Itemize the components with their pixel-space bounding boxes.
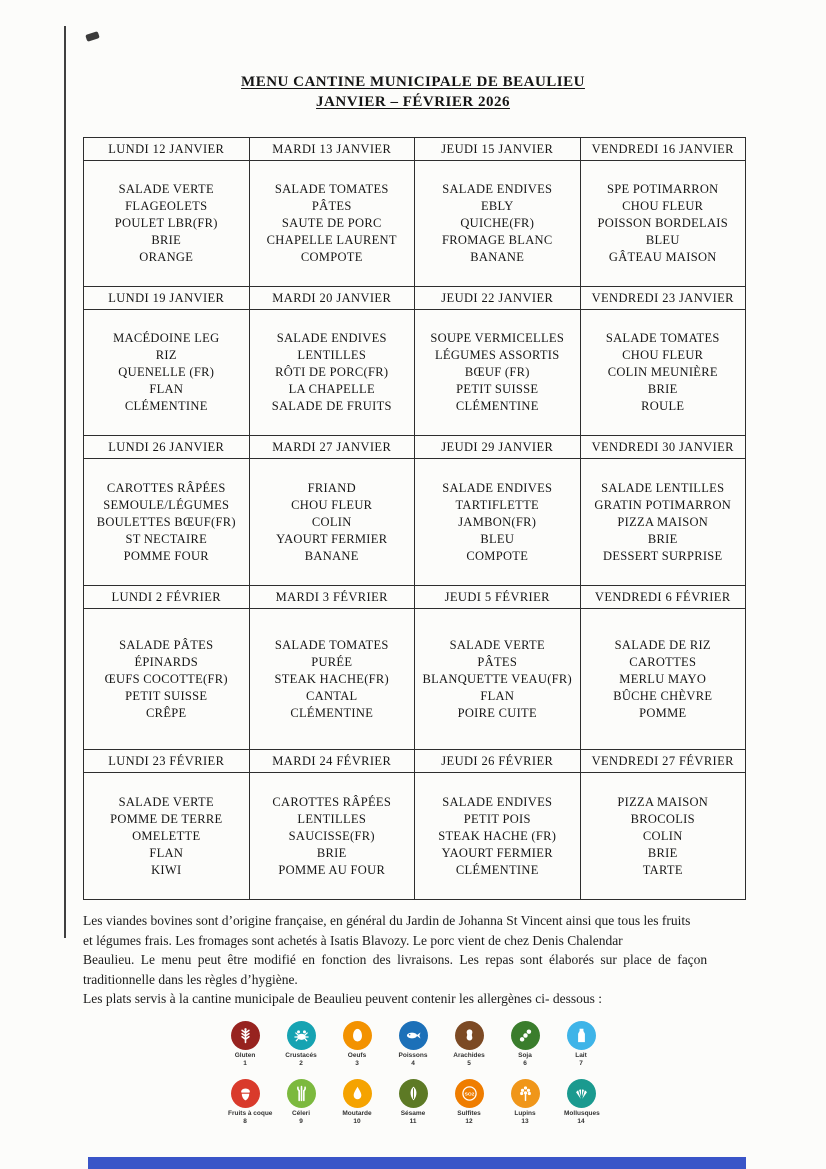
menu-item: POMME <box>639 705 687 720</box>
menu-item: SALADE TOMATES <box>274 182 389 196</box>
scan-artifact-line <box>64 26 66 938</box>
menu-item: PETIT SUISSE <box>125 688 208 703</box>
menu-item: MERLU MAYO <box>619 671 707 686</box>
menu-item: POISSON BORDELAIS <box>597 216 728 230</box>
menu-item: CAROTTES RÂPÉES <box>272 794 392 809</box>
day-menu-cell <box>415 773 581 900</box>
day-header: VENDREDI 27 FÉVRIER <box>580 750 746 773</box>
sesame-icon <box>399 1079 428 1108</box>
menu-item: SEMOULE/LÉGUMES <box>103 497 230 512</box>
week-header-row <box>84 287 746 310</box>
week-header-row <box>84 586 746 609</box>
menu-item: BRIE <box>647 845 678 860</box>
celery-icon <box>287 1079 316 1108</box>
allergen-label: Oeufs <box>347 1052 367 1059</box>
menu-item: LÉGUMES ASSORTIS <box>434 348 560 362</box>
allergen-number: 2 <box>299 1060 303 1067</box>
menu-item: BŒUF (FR) <box>464 365 530 379</box>
menu-item: RIZ <box>155 348 177 362</box>
allergen-item <box>228 1021 262 1068</box>
menu-item: BLANQUETTE VEAU(FR) <box>422 671 573 686</box>
allergen-number: 1 <box>243 1060 247 1067</box>
menu-item: BOULETTES BŒUF(FR) <box>96 514 236 529</box>
menu-item: SAUTE DE PORC <box>281 216 382 230</box>
menu-item: POMME FOUR <box>123 548 209 563</box>
menu-item: SALADE TOMATES <box>605 331 720 345</box>
allergen-number: 9 <box>299 1118 303 1125</box>
menu-item: BLEU <box>645 233 680 247</box>
allergen-item <box>396 1079 430 1126</box>
day-menu-cell <box>249 459 415 586</box>
mustard-icon <box>343 1079 372 1108</box>
allergen-number: 6 <box>523 1060 527 1067</box>
allergen-label: Poissons <box>398 1052 428 1059</box>
allergen-number: 5 <box>467 1060 471 1067</box>
allergen-label: Moutarde <box>342 1110 372 1117</box>
menu-item: ORANGE <box>139 250 194 264</box>
menu-item: SPE POTIMARRON <box>606 182 719 196</box>
day-menu-cell <box>415 609 581 750</box>
egg-icon <box>343 1021 372 1050</box>
day-menu-cell <box>580 310 746 436</box>
day-header: LUNDI 12 JANVIER <box>84 138 250 161</box>
day-header: MARDI 27 JANVIER <box>249 436 415 459</box>
allergen-item <box>452 1079 486 1126</box>
menu-item: BÛCHE CHÈVRE <box>613 688 713 703</box>
menu-item: DESSERT SURPRISE <box>603 548 723 563</box>
menu-item: BLEU <box>480 531 515 546</box>
menu-item: SALADE LENTILLES <box>601 480 725 495</box>
allergen-item <box>340 1021 374 1068</box>
day-menu-cell <box>84 161 250 287</box>
day-menu-cell <box>84 773 250 900</box>
allergen-row <box>0 1021 826 1068</box>
menu-subtitle: JANVIER – FÉVRIER 2026 <box>316 94 510 110</box>
menu-item: LA CHAPELLE <box>288 382 375 396</box>
menu-item: FLAN <box>149 845 184 860</box>
menu-item: SAUCISSE(FR) <box>288 828 375 843</box>
menu-item: FLAN <box>149 382 184 396</box>
menu-item: COLIN <box>642 828 683 843</box>
menu-item: EBLY <box>480 199 514 213</box>
menu-item: SALADE VERTE <box>118 182 214 196</box>
allergen-number: 11 <box>409 1118 417 1125</box>
day-header: JEUDI 26 FÉVRIER <box>415 750 581 773</box>
menu-item: FLAGEOLETS <box>125 199 208 213</box>
menu-item: QUICHE(FR) <box>460 216 535 230</box>
menu-item: CRÊPE <box>146 705 187 720</box>
week-menu-row <box>84 459 746 586</box>
allergen-label: Lupins <box>514 1110 536 1117</box>
menu-item: CLÉMENTINE <box>455 862 539 877</box>
day-menu-cell <box>249 773 415 900</box>
shell-icon <box>567 1079 596 1108</box>
menu-item: OMELETTE <box>132 828 201 843</box>
allergen-label: Céleri <box>291 1110 311 1117</box>
menu-item: MACÉDOINE LEG <box>113 331 220 345</box>
menu-item: BANANE <box>470 250 525 264</box>
menu-item: POIRE CUITE <box>457 705 537 720</box>
day-menu-cell <box>84 459 250 586</box>
menu-item: BROCOLIS <box>630 811 695 826</box>
menu-item: POMME AU FOUR <box>278 862 386 877</box>
day-header: LUNDI 2 FÉVRIER <box>84 586 250 609</box>
allergen-item <box>508 1021 542 1068</box>
day-menu-cell <box>580 773 746 900</box>
day-menu-cell <box>415 161 581 287</box>
menu-item: CHAPELLE LAURENT <box>266 233 397 247</box>
menu-item: CHOU FLEUR <box>622 199 704 213</box>
allergen-item <box>284 1021 318 1068</box>
menu-item: PÂTES <box>311 199 352 213</box>
menu-item: CHOU FLEUR <box>622 348 704 362</box>
menu-item: PURÉE <box>311 654 353 669</box>
menu-item: ÉPINARDS <box>134 654 199 669</box>
allergen-label: Soja <box>518 1052 532 1059</box>
day-menu-cell <box>84 609 250 750</box>
page-title <box>0 74 826 111</box>
day-menu-cell <box>249 310 415 436</box>
menu-item: QUENELLE (FR) <box>118 365 215 379</box>
footer-line: traditionnelle dans les règles d’hygiène. <box>83 971 298 987</box>
footer-notes <box>83 911 749 1009</box>
footer-line: et légumes frais. Les fromages sont achetés à Isatis Blavozy. Le porc vient de chez Denis Chalendar <box>83 932 623 948</box>
menu-item: SALADE ENDIVES <box>442 182 553 196</box>
soy-icon <box>511 1021 540 1050</box>
day-header: LUNDI 23 FÉVRIER <box>84 750 250 773</box>
menu-item: ST NECTAIRE <box>125 531 208 546</box>
day-menu-cell <box>415 310 581 436</box>
day-menu-cell <box>249 161 415 287</box>
day-menu-cell <box>580 609 746 750</box>
menu-item: CLÉMENTINE <box>455 399 539 413</box>
day-header: MARDI 13 JANVIER <box>249 138 415 161</box>
allergen-item <box>508 1079 542 1126</box>
allergen-item <box>340 1079 374 1126</box>
allergen-legend <box>0 1021 826 1137</box>
day-menu-cell <box>415 459 581 586</box>
day-header: LUNDI 19 JANVIER <box>84 287 250 310</box>
menu-item: SALADE TOMATES <box>274 637 389 652</box>
menu-item: SALADE DE RIZ <box>614 637 711 652</box>
menu-item: FLAN <box>480 688 515 703</box>
menu-item: LENTILLES <box>297 348 367 362</box>
allergen-label: Fruits à coque <box>228 1110 273 1117</box>
day-menu-cell <box>84 310 250 436</box>
menu-item: SALADE ENDIVES <box>442 480 553 495</box>
menu-item: SALADE VERTE <box>118 794 214 809</box>
week-menu-row <box>84 161 746 287</box>
day-header: JEUDI 15 JANVIER <box>415 138 581 161</box>
menu-item: POULET LBR(FR) <box>114 216 218 230</box>
menu-item: JAMBON(FR) <box>458 514 537 529</box>
bottom-blue-bar <box>88 1157 746 1169</box>
allergen-number: 8 <box>243 1118 247 1125</box>
day-header: JEUDI 22 JANVIER <box>415 287 581 310</box>
menu-item: COLIN MEUNIÈRE <box>607 365 718 379</box>
allergen-label: Arachides <box>453 1052 485 1059</box>
menu-item: CAROTTES <box>629 654 697 669</box>
menu-item: COMPOTE <box>466 548 529 563</box>
menu-item: LENTILLES <box>297 811 367 826</box>
allergen-item <box>564 1021 598 1068</box>
crab-icon <box>287 1021 316 1050</box>
nut-icon <box>231 1079 260 1108</box>
menu-item: TARTE <box>642 862 683 877</box>
day-header: MARDI 20 JANVIER <box>249 287 415 310</box>
day-header: MARDI 24 FÉVRIER <box>249 750 415 773</box>
day-menu-cell <box>249 609 415 750</box>
menu-item: BRIE <box>151 233 182 247</box>
day-menu-cell <box>580 459 746 586</box>
day-header: JEUDI 29 JANVIER <box>415 436 581 459</box>
fish-icon <box>399 1021 428 1050</box>
menu-item: YAOURT FERMIER <box>441 845 553 860</box>
menu-table <box>83 137 746 900</box>
day-header: VENDREDI 23 JANVIER <box>580 287 746 310</box>
day-header: VENDREDI 16 JANVIER <box>580 138 746 161</box>
menu-item: CHOU FLEUR <box>291 497 373 512</box>
menu-item: KIWI <box>151 862 182 877</box>
week-header-row <box>84 138 746 161</box>
menu-item: PIZZA MAISON <box>617 794 709 809</box>
allergen-number: 4 <box>411 1060 415 1067</box>
day-header: VENDREDI 30 JANVIER <box>580 436 746 459</box>
menu-item: ROULE <box>641 399 685 413</box>
allergen-number: 7 <box>579 1060 583 1067</box>
sulfites-icon <box>455 1079 484 1108</box>
footer-line: Les plats servis à la cantine municipale de Beaulieu peuvent contenir les allergènes ci- dessous : <box>83 991 602 1006</box>
allergen-label: Sulfites <box>457 1110 481 1117</box>
menu-item: COMPOTE <box>300 250 363 264</box>
menu-item: SALADE PÂTES <box>119 637 214 652</box>
menu-item: SALADE ENDIVES <box>442 794 553 809</box>
allergen-number: 10 <box>353 1118 361 1125</box>
day-header: VENDREDI 6 FÉVRIER <box>580 586 746 609</box>
allergen-number: 3 <box>355 1060 359 1067</box>
allergen-number: 14 <box>577 1118 585 1125</box>
day-header: JEUDI 5 FÉVRIER <box>415 586 581 609</box>
wheat-icon <box>231 1021 260 1050</box>
allergen-item <box>452 1021 486 1068</box>
allergen-row <box>0 1079 826 1126</box>
menu-item: STEAK HACHE(FR) <box>274 671 390 686</box>
menu-item: PÂTES <box>477 654 518 669</box>
allergen-number: 13 <box>521 1118 529 1125</box>
scan-artifact-mark <box>85 31 100 42</box>
allergen-item <box>396 1021 430 1068</box>
allergen-label: Crustacés <box>285 1052 317 1059</box>
menu-item: SOUPE VERMICELLES <box>430 331 565 345</box>
footer-line: Beaulieu. Le menu peut être modifié en fonction des livraisons. Les repas sont élaborés sur place de façon <box>83 952 708 967</box>
menu-item: RÔTI DE PORC(FR) <box>275 365 389 379</box>
menu-title: MENU CANTINE MUNICIPALE DE BEAULIEU <box>241 74 585 90</box>
menu-item: SALADE ENDIVES <box>276 331 387 345</box>
menu-item: SALADE VERTE <box>449 637 545 652</box>
week-header-row <box>84 750 746 773</box>
menu-item: POMME DE TERRE <box>110 811 223 826</box>
peanut-icon <box>455 1021 484 1050</box>
menu-item: BRIE <box>647 531 678 546</box>
lupin-icon <box>511 1079 540 1108</box>
allergen-item <box>228 1079 273 1126</box>
menu-item: SALADE DE FRUITS <box>271 399 392 413</box>
footer-line: Les viandes bovines sont d’origine française, en général du Jardin de Johanna St Vincent ainsi que tous les fruits <box>83 913 691 928</box>
week-menu-row <box>84 609 746 750</box>
allergen-label: Mollusques <box>564 1110 600 1117</box>
menu-item: BANANE <box>304 548 359 563</box>
week-menu-row <box>84 310 746 436</box>
day-menu-cell <box>580 161 746 287</box>
menu-item: BRIE <box>316 845 347 860</box>
allergen-label: Lait <box>575 1052 587 1059</box>
menu-item: CAROTTES RÂPÉES <box>106 480 226 495</box>
menu-item: PIZZA MAISON <box>617 514 709 529</box>
menu-item: COLIN <box>311 514 352 529</box>
svg-text:SO2: SO2 <box>464 1092 474 1098</box>
menu-item: CLÉMENTINE <box>290 705 374 720</box>
menu-item: ŒUFS COCOTTE(FR) <box>104 671 228 686</box>
week-header-row <box>84 436 746 459</box>
menu-item: FROMAGE BLANC <box>441 233 553 247</box>
week-menu-row <box>84 773 746 900</box>
allergen-number: 12 <box>465 1118 473 1125</box>
menu-item: TARTIFLETTE <box>455 497 539 512</box>
allergen-label: Sésame <box>400 1110 426 1117</box>
menu-item: CANTAL <box>306 688 358 703</box>
menu-item: GÂTEAU MAISON <box>608 250 717 264</box>
day-header: LUNDI 26 JANVIER <box>84 436 250 459</box>
menu-item: STEAK HACHE (FR) <box>438 828 557 843</box>
menu-item: GRATIN POTIMARRON <box>594 497 732 512</box>
milk-icon <box>567 1021 596 1050</box>
menu-item: PETIT POIS <box>463 811 531 826</box>
menu-item: CLÉMENTINE <box>124 399 208 413</box>
menu-item: BRIE <box>647 382 678 396</box>
allergen-item <box>564 1079 598 1126</box>
menu-item: PETIT SUISSE <box>456 382 539 396</box>
allergen-label: Gluten <box>234 1052 256 1059</box>
menu-item: YAOURT FERMIER <box>276 531 388 546</box>
menu-item: FRIAND <box>307 480 356 495</box>
allergen-item <box>284 1079 318 1126</box>
day-header: MARDI 3 FÉVRIER <box>249 586 415 609</box>
